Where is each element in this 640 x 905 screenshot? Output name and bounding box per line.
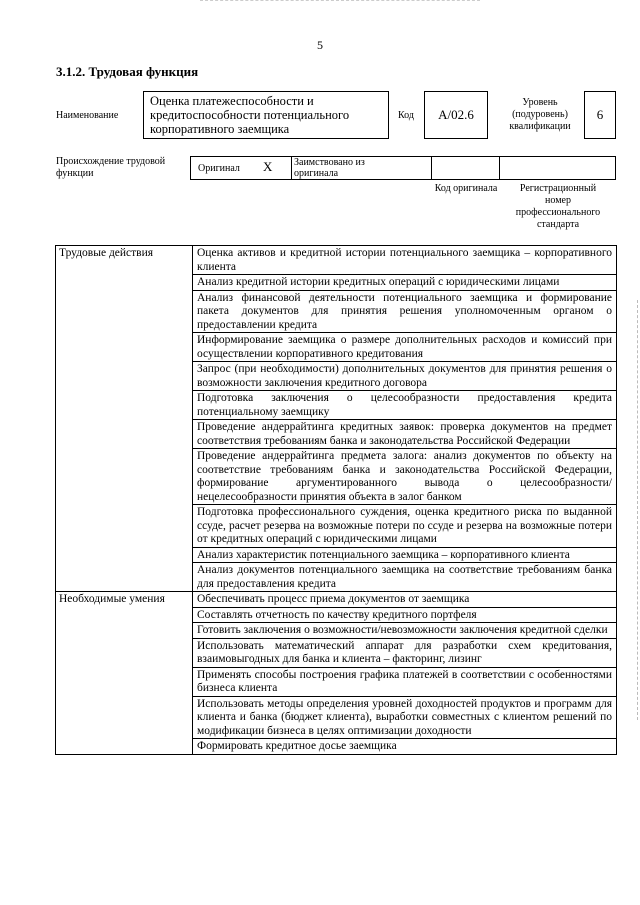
original-mark: X bbox=[263, 159, 273, 174]
table-cell-item: Использовать методы определения уровней доходностей продуктов и программ для клиента и банка (бюджет клиента), выработки совместных с клиентом решений по модификации бизнеса в целях оптимизации доходности bbox=[193, 696, 617, 739]
function-name-box bbox=[143, 91, 389, 139]
origin-row bbox=[190, 156, 616, 180]
table-cell-item: Проведение андеррайтинга кредитных заявок: проверка документов на предмет соответствия требованиям банка и законодательства Российской Федерации bbox=[193, 420, 617, 449]
origin-label: Происхождение трудовой функции bbox=[56, 156, 166, 179]
table-cell-item: Информирование заемщика о размере дополнительных расходов и комиссий при осуществлении корпоративного кредитования bbox=[193, 333, 617, 362]
kod-box bbox=[424, 91, 488, 139]
section-heading: 3.1.2. Трудовая функция bbox=[56, 64, 199, 79]
borrowed-cell bbox=[291, 157, 432, 179]
reg-number-cell bbox=[499, 157, 615, 179]
borrowed-label: Заимствовано из оригинала bbox=[294, 157, 365, 179]
level-value: 6 bbox=[596, 107, 604, 122]
table-cell-item: Анализ кредитной истории кредитных операций с юридическими лицами bbox=[193, 275, 617, 291]
original-cell bbox=[191, 157, 292, 179]
table-cell-item: Анализ документов потенциального заемщика на соответствие требованиям банка для предоставления кредита bbox=[193, 563, 617, 592]
kod-value: A/02.6 bbox=[438, 107, 474, 122]
level-label: Уровень (подуровень) квалификации bbox=[509, 97, 571, 132]
table-cell-item: Проведение андеррайтинга предмета залога: анализ документов по объекту на соответствие требованиям банка и законодательства Российской Федерации, формирование аргументированного вывода о целесообразности/ нецелесообразности принятия объекта в залог банком bbox=[193, 449, 617, 505]
table-cell-item: Оценка активов и кредитной истории потенциального заемщика – корпоративного клиента bbox=[193, 246, 617, 275]
table-row bbox=[56, 246, 617, 275]
table-cell-item: Подготовка профессионального суждения, оценка кредитного риска по выданной ссуде, расчет резерва на возможные потери по ссуде и резерва на возможные потери от кредитных операций с юридическими лицами bbox=[193, 505, 617, 548]
kod-originala-cell bbox=[431, 157, 500, 179]
scan-artifact-edge bbox=[636, 300, 638, 720]
level-box bbox=[584, 91, 616, 139]
function-table bbox=[55, 245, 617, 755]
table-cell-item: Обеспечивать процесс приема документов от заемщика bbox=[193, 592, 617, 608]
section-label: Необходимые умения bbox=[56, 592, 193, 755]
table-cell-item: Использовать математический аппарат для разработки схем кредитования, взаимовыгодных для банка и клиента – факторинг, лизинг bbox=[193, 638, 617, 667]
scan-artifact bbox=[200, 0, 480, 2]
table-row bbox=[56, 592, 617, 608]
original-label: Оригинал bbox=[198, 163, 240, 174]
reg-number-caption: Регистрационный номер профессионального стандарта bbox=[515, 183, 601, 230]
kod-label: Код bbox=[398, 110, 414, 121]
page-number: 5 bbox=[317, 38, 323, 52]
kod-originala-caption: Код оригинала bbox=[434, 183, 498, 194]
table-cell-item: Составлять отчетность по качеству кредитного портфеля bbox=[193, 607, 617, 623]
table-cell-item: Анализ финансовой деятельности потенциального заемщика и формирование пакета документов для принятия решения уполномоченным органом о предоставлении кредита bbox=[193, 290, 617, 333]
naimenovanie-label: Наименование bbox=[56, 110, 119, 121]
table-cell-item: Анализ характеристик потенциального заемщика – корпоративного клиента bbox=[193, 547, 617, 563]
table-cell-item: Запрос (при необходимости) дополнительных документов для принятия решения о возможности заключения кредитного договора bbox=[193, 362, 617, 391]
table-cell-item: Готовить заключения о возможности/невозможности заключения кредитной сделки bbox=[193, 623, 617, 639]
function-name: Оценка платежеспособности и кредитоспособности потенциального корпоративного заемщика bbox=[150, 94, 350, 136]
table-cell-item: Формировать кредитное досье заемщика bbox=[193, 739, 617, 755]
section-label: Трудовые действия bbox=[56, 246, 193, 592]
table-cell-item: Подготовка заключения о целесообразности предоставления кредита потенциальному заемщику bbox=[193, 391, 617, 420]
table-cell-item: Применять способы построения графика платежей в соответствии с особенностями бизнеса клиента bbox=[193, 667, 617, 696]
